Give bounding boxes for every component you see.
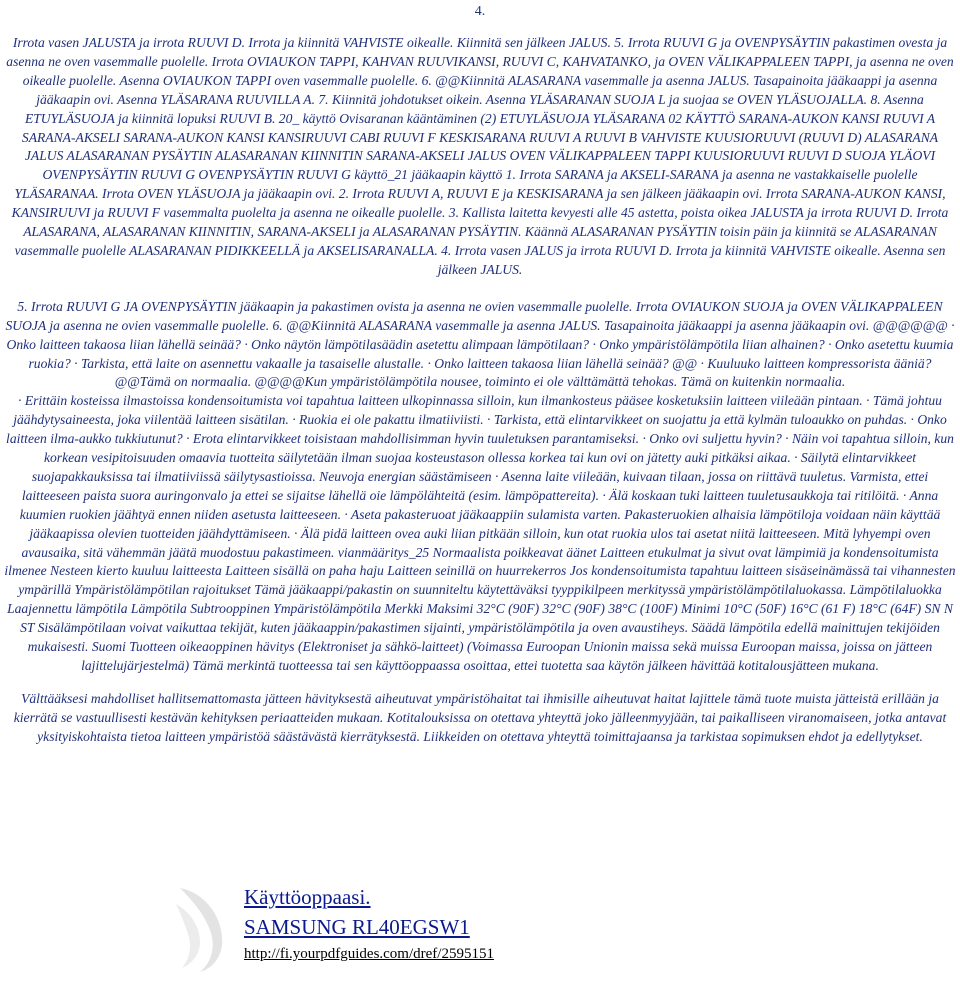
- paragraph-installation: Irrota vasen JALUSTA ja irrota RUUVI D. Irrota ja kiinnitä VAHVISTE oikealle. Kiinnitä sen jälkeen JALUS. 5. Irrota RUUVI G ja OVENPYSÄYTIN pakastimen ovesta ja asenna ne oven vasemmalle puolelle. Irrota OVIAUKON TAPPI, KAHVAN RUUVIKANSI, RUUVI C, KAHVATANKO, ja OVEN VÄLIKAPPALEEN TAPPI, ja asenna ne oven oikealle puolelle. Asenna OVIAUKON TAPPI oven vasemmalle puolelle. 6. @@Kiinnitä ALASARANA vasemmalle ja asenna JALUS. Tasapainoita jääkaappi ja asenna jääkaapin ovi. Asenna YLÄSARANA RUUVILLA A. 7. Kiinnitä johdotukset oikein. Asenna YLÄSARANAN SUOJA L ja suojaa se OVEN YLÄSUOJALLA. 8. Asenna ETUYLÄSUOJA ja kiinnitä lopuksi RUUVI B. 20_ käyttö Ovisaranan kääntäminen (2) ETUYLÄSUOJA YLÄSARANA 02 KÄYTTÖ SARANA-AUKON KANSI RUUVI A SARANA-AKSELI SARANA-AUKON KANSI KANSIRUUVI CABI RUUVI F KESKISARANA RUUVI A RUUVI B VAHVISTE KUUSIORUUVI (RUUVI D) ALASARANA JALUS ALASARANAN PYSÄYTIN ALASARANAN KIINNITIN SARANA-AKSELI JALUS OVEN VÄLIKAPPALEEN TAPPI KUUSIORUUVI RUUVI D SUOJA YLÄOVI OVENPYSÄYTIN RUUVI G OVENPYSÄYTIN RUUVI G käyttö_21 jääkaapin käyttö 1. Irrota SARANA ja AKSELI-SARANA ja asenna ne vastakkaiselle puolelle YLÄSARANAA. Irrota OVEN YLÄSUOJA ja jääkaapin ovi. 2. Irrota RUUVI A, RUUVI E ja KESKISARANA ja sen jälkeen jääkaapin ovi. Irrota SARANA-AUKON KANSI, KANSIRUUVI ja RUUVI F vasemmalta puolelta ja asenna ne oikealle puolelle. 3. Kallista laitetta kevyesti alle 45 astetta, poista oikea JALUSTA ja irrota RUUVI D. Irrota ALASARANA, ALASARANAN KIINNITIN, SARANA-AKSELI ja ALASARANAN PYSÄYTIN. Käännä ALASARANAN PYSÄYTIN toisin päin ja kiinnitä se ALASARANAN vasemmalle puolelle ALASARANAN PIDIKKEELLÄ ja AKSELISARANALLA. 4. Irrota vasen JALUS ja irrota RUUVI D. Irrota ja kiinnitä VAHVISTE oikealle. Asenna sen jälkeen JALUS.: [6, 35, 954, 277]
- footer-links: [244, 882, 494, 966]
- paragraph-troubleshooting: 5. Irrota RUUVI G JA OVENPYSÄYTIN jääkaapin ja pakastimen ovista ja asenna ne ovien vasemmalle puolelle. Irrota OVIAUKON SUOJA ja OVEN VÄLIKAPPALEEN SUOJA ja asenna ne ovien vasemmalle puolelle. 6. @@Kiinnitä ALASARANA vasemmalle ja asenna JALUS. Tasapainoita jääkaappi ja asenna jääkaapin ovi. @@@@@@ · Onko laitteen takaosa liian lähellä seinää? · Onko näytön lämpötilasäädin asetettu alimpaan lämpötilaan? · Onko ympäristölämpötila liian alhainen? · Onko asetettu kuumia ruokia? · Tarkista, että laite on asennettu vakaalle ja tasaiselle alustalle. · Onko laitteen takaosa liian lähellä seinää? @@ · Kuuluuko laitteen kompressorista ääniä? @@Tämä on normaalia. @@@@Kun ympäristölämpötila nousee, toiminto ei ole välttämättä tehokas. Tämä on kuitenkin normaalia.: [5, 298, 955, 390]
- paragraph-tips-and-temperature: · Erittäin kosteissa ilmastoissa kondensoitumista voi tapahtua laitteen ulkopinnassa silloin, kun ilmankosteus pääsee kosketuksiin laitteen viileään pintaan. · Tämä johtuu jäähdytysaineesta, joka viilentää laitteen sisätilan. · Ruokia ei ole pakattu ilmatiiviisti. · Tarkista, että elintarvikkeet on suojattu ja että kylmän tuloaukko on puhdas. · Onko laitteen ilma-aukko tukkiutunut? · Erota elintarvikkeet toisistaan mahdollisimman hyvin tuuletuksen parantamiseksi. · Onko ovi suljettu hyvin? · Näin voi tapahtua silloin, kun korkean vesipitoisuuden omaavia tuotteita säilytetään ilman suojaa kosteustason ollessa korkea tai kun ovi on jätetty auki pitkäksi aikaa. · Säilytä elintarvikkeet suojapakkauksissa tai ilmatiiviissä säilytysastioissa. Neuvoja energian säästämiseen · Asenna laite viileään, kuivaan tilaan, jossa on riittävä tuuletus. Varmista, ettei laitteeseen paista suora auringonvalo ja ettei se sijaitse lähellä oie lämpölähteitä (esim. lämpöpattereita). · Älä koskaan tuki laitteen tuuletusaukkoja tai ritilöitä. · Anna kuumien ruokien jäähtyä ennen niiden asetusta laitteeseen. · Aseta pakasteruoat jääkaappiin sulamista varten. Pakasteruokien alhaisia lämpötiloja voidaan näin käyttää jääkaapissa olevien tuotteiden jäähdyttämiseen. · Älä pidä laitteen ovea auki liian pitkään silloin, kun otat ruokia ulos tai asetat niitä laitteeseen. Mitä lyhyempi oven avausaika, sitä vähemmän jäätä muodostuu pakastimeen. vianmääritys_25 Normaalista poikkeavat äänet Laitteen etukulmat ja sivut ovat lämpimiä ja kondensoitumista ilmenee Nesteen kierto kuuluu laitteesta Laitteen sisällä on paha haju Laitteen seinillä on huurrekerros Jos kondensoitumista tapahtuu laitteen sisäseinämässä tai vihannesten ympärillä Ympäristölämpötilan rajoitukset Tämä jääkaappi/pakastin on suunniteltu käytettäväksi tyyppikilpeen merkityssä ympäristölämpötilaluokassa. Lämpötilaluokka Laajennettu lämpötila Lämpötila Subtrooppinen Ympäristölämpötila Merkki Maksimi 32°C (90F) 32°C (90F) 38°C (100F) Minimi 10°C (50F) 16°C (61 F) 18°C (64F) SN N ST Sisälämpötilaan voivat vaikuttaa tekijät, kuten jääkaappin/pakastimen sijainti, ympäristölämpötila ja oven avaustiheys. Säädä lämpötila edellä mainittujen tekijöiden mukaisesti. Suomi Tuotteen oikeaoppinen hävitys (Elektroniset ja sähkö-laitteet) (Voimassa Euroopan Unionin maissa sekä muissa Euroopan maissa, joissa on jätteen lajittelujärjestelmä) Tämä merkintä tuotteessa tai sen käyttöoppaassa osoittaa, ettei tuotetta saa käytön jälkeen hävittää kotitalousjätteen mukana.: [4, 393, 956, 673]
- paragraph-disposal: Välttääksesi mahdolliset hallitsemattomasta jätteen hävityksestä aiheutuvat ympäristöhaitat tai ihmisille aiheutuvat haitat lajittele tämä tuote muista jätteistä erillään ja kierrätä se vastuullisesti kestävän kehityksen periaatteiden mukaan. Kotitalouksissa on otettava yhteyttä joko jälleenmyyjään, tai paikalliseen viranomaiseen, jotka antavat yksityiskohtaista tietoa laitteen ympäristöä säästävästä kierrätyksestä. Liikkeiden on otettava yhteyttä toimittajaansa ja tarkistaa sopimuksen ehdot ja edellytykset.: [13, 690, 947, 744]
- document-body: [4, 34, 956, 747]
- product-link[interactable]: SAMSUNG RL40EGSW1: [244, 915, 470, 939]
- footer: [0, 878, 960, 978]
- manual-link[interactable]: Käyttöoppaasi.: [244, 885, 371, 909]
- yourpdfguides-logo-icon: [172, 882, 234, 974]
- url-link[interactable]: http://fi.yourpdfguides.com/dref/2595151: [244, 946, 494, 962]
- page-number: 4.: [474, 4, 486, 19]
